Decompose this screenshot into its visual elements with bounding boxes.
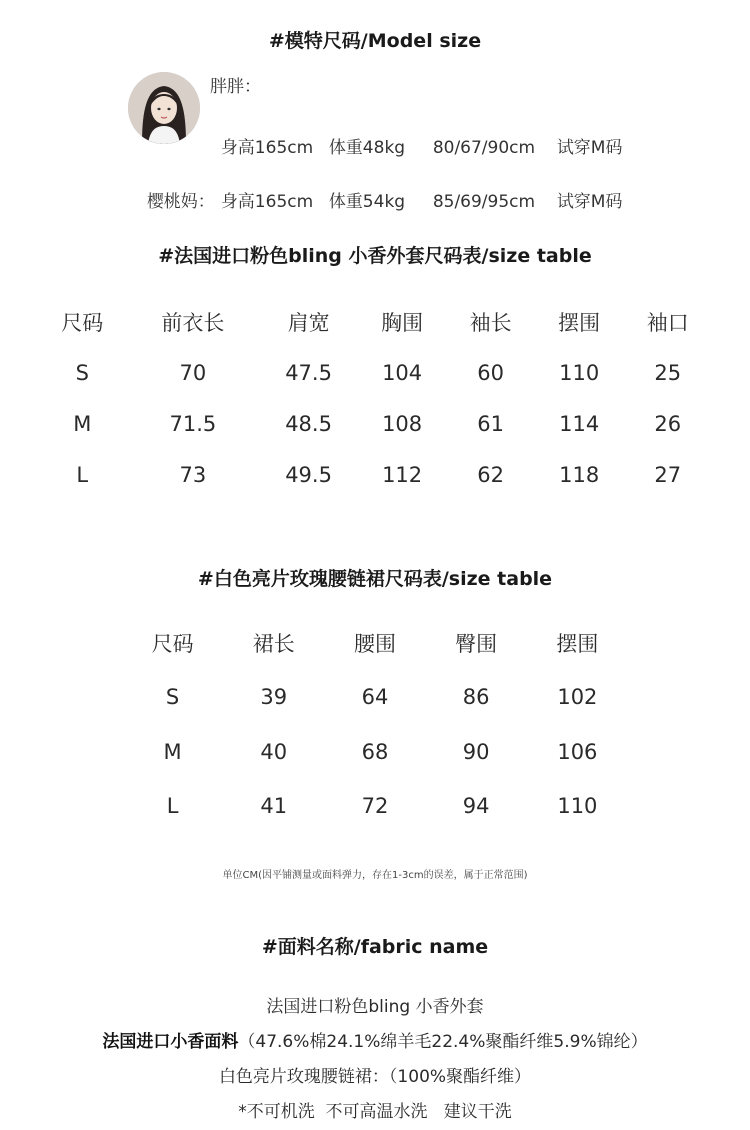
table-cell: 110 [557, 794, 598, 818]
care-instructions: *不可机洗 不可高温水洗 建议干洗 [238, 1102, 512, 1122]
model2-size: 试穿M码 [556, 192, 623, 212]
table-cell: 72 [361, 794, 389, 818]
table-cell: L [166, 794, 179, 818]
table-cell: 64 [361, 685, 389, 709]
header-cell: 袖口 [646, 310, 689, 335]
table-cell: 62 [477, 462, 504, 487]
model1-weight: 体重48kg [328, 138, 406, 158]
header-cell: 前衣长 [161, 310, 225, 335]
header-cell: 肩宽 [287, 310, 330, 335]
model2-name: 樱桃妈： [146, 192, 215, 212]
table-cell: 112 [382, 462, 423, 487]
model2-weight: 体重54kg [328, 192, 406, 212]
table-header-row [122, 617, 628, 669]
model1-height: 身高165cm [220, 138, 314, 158]
header-cell: 摆围 [558, 310, 601, 335]
measurement-note: 单位CM(因平铺测量或面料弹力，存在1-3cm的误差，属于正常范围) [222, 870, 528, 881]
skirt-table-title: #白色亮片玫瑰腰链裙尺码表/size table [197, 568, 553, 590]
table-row [122, 779, 628, 833]
table-cell: M [163, 740, 182, 764]
table-cell: 41 [260, 794, 288, 818]
model2-height: 身高165cm [220, 192, 314, 212]
table-cell: 25 [654, 360, 682, 385]
model2-line [136, 167, 622, 212]
table-cell: 90 [462, 740, 490, 764]
table-row [38, 347, 712, 398]
table-cell: L [76, 462, 89, 487]
table-row [122, 669, 628, 725]
fabric-composition: （47.6%棉24.1%绵羊毛22.4%聚酯纤维5.9%锦纶） [238, 1032, 648, 1052]
header-cell: 臀围 [455, 632, 498, 656]
table-cell: 73 [179, 462, 207, 487]
fabric-line-skirt: 白色亮片玫瑰腰链裙：（100%聚酯纤维） [218, 1067, 532, 1087]
table-row [38, 398, 712, 449]
table-row [122, 725, 628, 779]
table-cell: 48.5 [285, 411, 332, 436]
table-cell: 27 [654, 462, 682, 487]
table-cell: 61 [477, 411, 504, 436]
table-cell: 106 [557, 740, 598, 764]
table-cell: 40 [260, 740, 288, 764]
model1-name: 胖胖： [210, 77, 261, 97]
fabric-line-jacket: 法国进口粉色bling 小香外套 [266, 997, 484, 1017]
table-cell: 39 [260, 685, 288, 709]
table-row [38, 449, 712, 500]
table-cell: 47.5 [285, 360, 332, 385]
fabric-line-jacket-composition [0, 1027, 750, 1052]
model-photo-icon [128, 72, 200, 144]
table-cell: 94 [462, 794, 490, 818]
header-cell: 尺码 [61, 310, 104, 335]
table-cell: 60 [477, 360, 504, 385]
header-cell: 袖长 [469, 310, 512, 335]
model-avatar [128, 72, 200, 144]
table-cell: 118 [559, 462, 600, 487]
table-cell: 71.5 [169, 411, 217, 436]
header-cell: 裙长 [252, 632, 295, 656]
table-cell: 86 [462, 685, 490, 709]
jacket-size-table [38, 296, 712, 500]
header-cell: 胸围 [381, 310, 424, 335]
table-cell: 104 [382, 360, 423, 385]
table-cell: 108 [382, 411, 423, 436]
model2-measurements: 85/69/95cm [432, 192, 536, 212]
fabric-title: #面料名称/fabric name [261, 936, 489, 958]
table-cell: 26 [654, 411, 682, 436]
table-cell: 49.5 [285, 462, 332, 487]
table-cell: 102 [557, 685, 598, 709]
table-cell: S [165, 685, 180, 709]
model-size-title: #模特尺码/Model size [268, 30, 482, 52]
table-cell: S [75, 360, 89, 385]
header-cell: 腰围 [353, 632, 396, 656]
header-cell: 尺码 [151, 632, 194, 656]
table-cell: 114 [559, 411, 600, 436]
model1-size: 试穿M码 [556, 138, 623, 158]
jacket-table-title: #法国进口粉色bling 小香外套尺码表/size table [158, 245, 592, 267]
table-cell: M [73, 411, 92, 436]
skirt-size-table [122, 617, 628, 833]
model1-stats [210, 113, 622, 158]
table-cell: 110 [559, 360, 600, 385]
table-cell: 70 [179, 360, 207, 385]
table-cell: 68 [361, 740, 389, 764]
table-header-row [38, 296, 712, 347]
model1-measurements: 80/67/90cm [432, 138, 536, 158]
header-cell: 摆围 [556, 632, 599, 656]
fabric-bold-label: 法国进口小香面料 [102, 1032, 239, 1052]
